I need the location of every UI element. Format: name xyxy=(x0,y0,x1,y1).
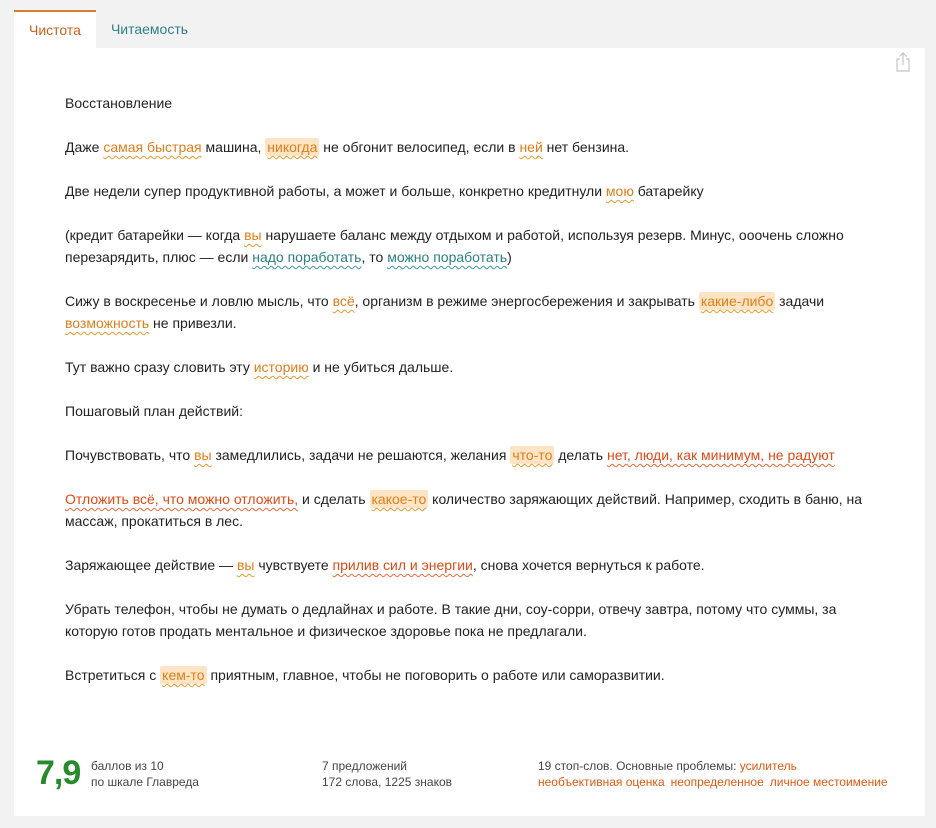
tab-clarity[interactable]: Чистота xyxy=(14,10,96,48)
highlight-word[interactable]: можно поработать xyxy=(387,249,508,265)
stats-bar xyxy=(14,746,925,806)
issue-link-pronoun[interactable]: личное местоимение xyxy=(769,775,888,789)
highlight-word[interactable]: кем-то xyxy=(162,667,205,683)
paragraph: Сижу в воскресенье и ловлю мысль, что всё, организм в режиме энергосбережения и закрывать какие-либо задачи возможность не привезли. xyxy=(65,293,825,331)
paragraph: Встретиться с кем-то приятным, главное, чтобы не поговорить о работе или саморазвитии. xyxy=(65,667,665,683)
issue-link-intensifier[interactable]: усилитель xyxy=(739,759,797,773)
highlight-word[interactable]: мою xyxy=(605,183,634,199)
paragraph: Две недели супер продуктивной работы, а может и больше, конкретно кредитнули мою батарейку xyxy=(65,183,704,199)
tab-readability[interactable]: Читаемость xyxy=(110,21,189,37)
editor-panel xyxy=(14,48,925,816)
highlight-word[interactable]: самая быстрая xyxy=(103,139,202,155)
highlight-word[interactable]: какие-либо xyxy=(700,293,774,309)
paragraph: Даже самая быстрая машина, никогда не обгонит велосипед, если в ней нет бензина. xyxy=(65,139,630,155)
highlight-word[interactable]: историю xyxy=(253,359,309,375)
highlight-word[interactable]: какое-то xyxy=(371,491,427,507)
paragraph: Пошаговый план действий: xyxy=(65,403,243,419)
paragraph: (кредит батарейки — когда вы нарушаете баланс между отдыхом и работой, используя резерв. Минус, ооочень сложно перезарядить, плюс — если надо поработать, то можно поработать) xyxy=(65,227,844,265)
paragraph: Убрать телефон, чтобы не думать о дедлайнах и работе. В такие дни, соу-сорри, отвечу завтра, потому что суммы, за которую готов продать ментальное и физическое здоровье пока не предлагали. xyxy=(65,601,837,639)
issues-summary: 19 стоп-слов. Основные проблемы: усилитель необъективная оценка неопределенное личное местоимение xyxy=(538,759,888,789)
tab-bar xyxy=(14,10,203,48)
paragraph: Отложить всё, что можно отложить, и сделать какое-то количество заряжающих действий. Например, сходить в баню, на массаж, прокатиться в лес. xyxy=(65,491,863,529)
paragraph: Тут важно сразу словить эту историю и не убиться дальше. xyxy=(65,359,454,375)
highlight-word[interactable]: что-то xyxy=(512,447,553,463)
paragraph: Заряжающее действие — вы чувствуете прилив сил и энергии, снова хочется вернуться к работе. xyxy=(65,557,705,573)
share-icon[interactable] xyxy=(895,52,911,72)
highlight-word[interactable]: всё xyxy=(332,293,355,309)
issue-link-indefinite[interactable]: неопределенное xyxy=(670,775,764,789)
text-counts: 7 предложений 172 слова, 1225 знаков xyxy=(322,759,453,789)
highlight-word[interactable]: вы xyxy=(236,557,255,573)
paragraph: Восстановление xyxy=(65,95,173,111)
issue-link-subjective[interactable]: необъективная оценка xyxy=(538,775,665,789)
highlight-word[interactable]: ней xyxy=(519,139,543,155)
highlight-word[interactable]: надо поработать xyxy=(252,249,362,265)
highlight-word[interactable]: никогда xyxy=(267,139,318,155)
text-editor[interactable] xyxy=(65,92,870,708)
score-caption: баллов из 10 по шкале Главреда xyxy=(91,759,199,789)
highlight-word[interactable]: Отложить всё, что можно отложить, xyxy=(65,491,299,507)
paragraph: Почувствовать, что вы замедлились, задачи не решаются, желания что-то делать нет, люди, как минимум, не радуют xyxy=(65,447,835,463)
highlight-word[interactable]: вы xyxy=(244,227,262,243)
highlight-word[interactable]: вы xyxy=(194,447,212,463)
score-value: 7,9 xyxy=(36,754,81,792)
highlight-word[interactable]: возможность xyxy=(65,315,150,331)
highlight-word[interactable]: прилив сил и энергии xyxy=(332,557,473,573)
highlight-word[interactable]: нет, люди, как минимум, не радуют xyxy=(606,447,835,463)
